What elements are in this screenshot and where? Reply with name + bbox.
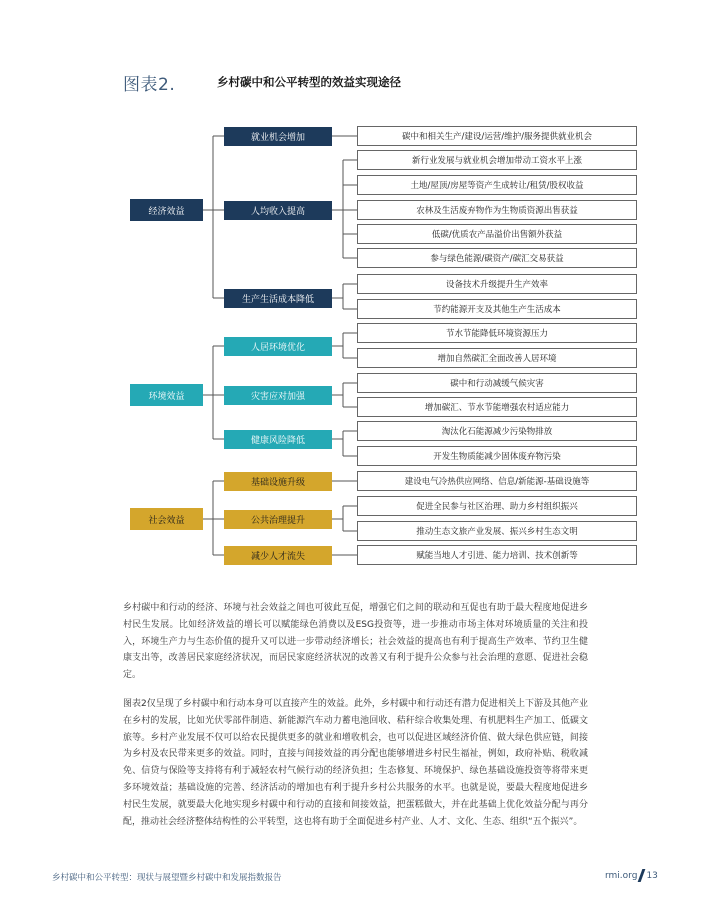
result-box: 增加碳汇、节水节能增强农村适应能力 bbox=[357, 397, 637, 417]
sub-disaster-response: 灾害应对加强 bbox=[224, 386, 332, 405]
sub-living-environment: 人居环境优化 bbox=[224, 337, 332, 356]
result-box: 赋能当地人才引进、能力培训、技术创新等 bbox=[357, 545, 637, 565]
sub-income: 人均收入提高 bbox=[224, 201, 332, 220]
sub-talent-retention: 减少人才流失 bbox=[224, 546, 332, 565]
sub-employment: 就业机会增加 bbox=[224, 127, 332, 146]
result-box: 碳中和行动减缓气候灾害 bbox=[357, 373, 637, 393]
category-economic: 经济效益 bbox=[130, 199, 203, 221]
result-box: 碳中和相关生产/建设/运营/维护/服务提供就业机会 bbox=[357, 126, 637, 146]
result-box: 低碳/优质农产品溢价出售额外获益 bbox=[357, 224, 637, 244]
sub-infrastructure: 基础设施升级 bbox=[224, 472, 332, 491]
page-number: 13 bbox=[646, 871, 658, 881]
sub-governance: 公共治理提升 bbox=[224, 510, 332, 529]
paragraph: 乡村碳中和行动的经济、环境与社会效益之间也可彼此互促，增强它们之间的联动和互促也有助于最大程度地促进乡村民生发展。比如经济效益的增长可以赋能绿色消费以及ESG投资等，进一步推动市场主体对环境质量的关注和投入，环境生产力与生态价值的提升又可以进一步带动经济增长；社会效益的提高也有利于提高生产效率、节约卫生健康支出等，改善居民家庭经济状况，而居民家庭经济状况的改善又有利于提升公众参与社会治理的意愿、促进社会稳定。 bbox=[123, 603, 588, 681]
result-box: 淘汰化石能源减少污染物排放 bbox=[357, 421, 637, 441]
sub-cost-reduction: 生产生活成本降低 bbox=[224, 289, 332, 308]
figure-number: 图表2. bbox=[123, 75, 176, 95]
result-box: 参与绿色能源/碳资产/碳汇交易获益 bbox=[357, 248, 637, 268]
sub-health-risk: 健康风险降低 bbox=[224, 430, 332, 449]
result-box: 推动生态文旅产业发展、振兴乡村生态文明 bbox=[357, 521, 637, 541]
result-box: 促进全民参与社区治理、助力乡村组织振兴 bbox=[357, 496, 637, 516]
result-box: 新行业发展与就业机会增加带动工资水平上涨 bbox=[357, 150, 637, 170]
figure-title: 乡村碳中和公平转型的效益实现途径 bbox=[217, 75, 401, 89]
result-box: 开发生物质能减少固体废弃物污染 bbox=[357, 446, 637, 466]
result-box: 节水节能降低环境资源压力 bbox=[357, 323, 637, 343]
result-box: 农林及生活废弃物作为生物质资源出售获益 bbox=[357, 200, 637, 220]
footer-report-title: 乡村碳中和公平转型：现状与展望暨乡村碳中和发展指数报告 bbox=[52, 873, 282, 883]
category-social: 社会效益 bbox=[130, 508, 203, 530]
category-environmental: 环境效益 bbox=[130, 384, 203, 406]
slash-icon bbox=[638, 869, 646, 882]
result-box: 设备技术升级提升生产效率 bbox=[357, 274, 637, 294]
result-box: 节约能源开支及其他生产生活成本 bbox=[357, 299, 637, 319]
result-box: 增加自然碳汇全面改善人居环境 bbox=[357, 348, 637, 368]
footer-page-info bbox=[605, 869, 658, 882]
result-box: 建设电气冷热供应网络、信息/新能源-基础设施等 bbox=[357, 471, 637, 491]
paragraph: 图表2仅呈现了乡村碳中和行动本身可以直接产生的效益。此外，乡村碳中和行动还有潜力促进相关上下游及其他产业在乡村的发展，比如光伏零部件制造、新能源汽车动力蓄电池回收、秸秆综合收集处理、有机肥料生产加工、低碳文旅等。乡村产业发展不仅可以给农民提供更多的就业和增收机会，也可以促进区域经济价值、做大绿色供应链，间接为乡村及农民带来更多的效益。同时，直接与间接效益的再分配也能够增进乡村民生福祉，例如，政府补贴、税收减免、信贷与保险等支持将有利于减轻农村气候行动的经济负担；生态修复、环境保护、绿色基础设施投资等将带来更多环境效益；基础设施的完善、经济活动的增加也有利于提升乡村公共服务的水平。也就是说，要最大程度地促进乡村民生发展，就要最大化地实现乡村碳中和行动的直接和间接效益，把蛋糕做大，并在此基础上优化效益分配与再分配，推动社会经济整体结构性的公平转型，这也将有助于全面促进乡村产业、人才、文化、生态、组织“五个振兴”。 bbox=[123, 699, 588, 827]
footer-site[interactable]: rmi.org bbox=[605, 871, 638, 881]
result-box: 土地/屋顶/房屋等资产生成转让/租赁/股权收益 bbox=[357, 175, 637, 195]
